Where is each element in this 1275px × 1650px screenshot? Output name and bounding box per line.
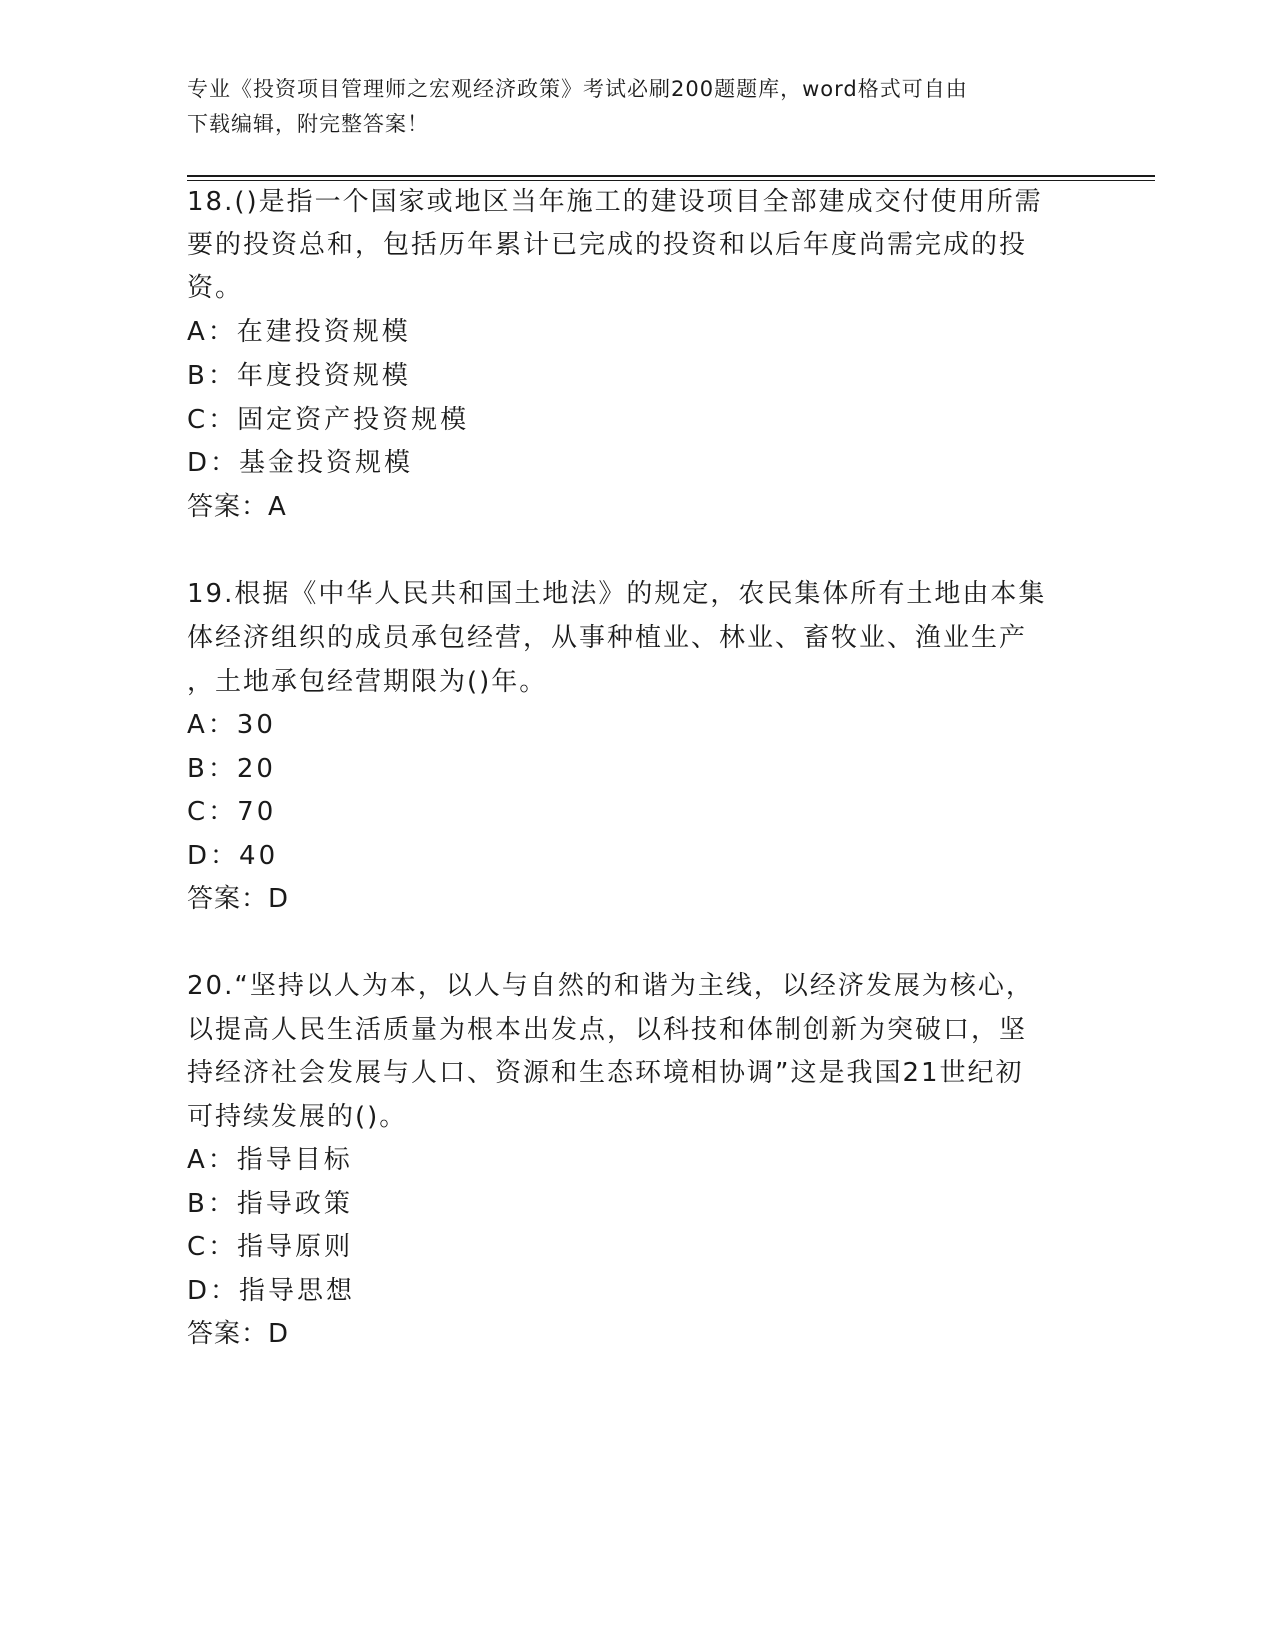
- question-20-option-c: C：指导原则: [187, 1232, 354, 1262]
- question-20-answer: 答案：D: [187, 1319, 290, 1349]
- question-18-option-c: C：固定资产投资规模: [187, 405, 470, 435]
- question-20-stem-line-1: 20.“坚持以人为本，以人与自然的和谐为主线，以经济发展为核心，: [187, 971, 1034, 1001]
- question-18-option-d: D：基金投资规模: [187, 448, 414, 478]
- question-19-stem-line-3: ，土地承包经营期限为()年。: [187, 667, 548, 697]
- question-19-option-a: A：30: [187, 710, 276, 740]
- question-19-option-c: C：70: [187, 797, 277, 827]
- question-19-option-b: B：20: [187, 754, 276, 784]
- document-header: [187, 72, 1067, 142]
- header-line-2: 下载编辑，附完整答案！: [187, 112, 429, 136]
- header-divider-thick: [187, 175, 1155, 177]
- question-18-stem-line-2: 要的投资总和，包括历年累计已完成的投资和以后年度尚需完成的投: [187, 230, 1028, 260]
- question-19-stem-line-1: 19.根据《中华人民共和国土地法》的规定，农民集体所有土地由本集: [187, 579, 1047, 609]
- question-20-option-b: B：指导政策: [187, 1189, 353, 1219]
- question-18-stem-line-3: 资。: [187, 273, 244, 303]
- question-20-stem-line-3: 持经济社会发展与人口、资源和生态环境相协调”这是我国21世纪初: [187, 1058, 1024, 1088]
- question-19-option-d: D：40: [187, 841, 279, 871]
- question-20-stem-line-2: 以提高人民生活质量为根本出发点，以科技和体制创新为突破口，坚: [187, 1015, 1028, 1045]
- header-line-1: 专业《投资项目管理师之宏观经济政策》考试必刷200题题库，word格式可自由: [187, 77, 968, 101]
- question-20-stem-line-4: 可持续发展的()。: [187, 1102, 408, 1132]
- question-20-option-d: D：指导思想: [187, 1276, 356, 1306]
- question-19-stem-line-2: 体经济组织的成员承包经营，从事种植业、林业、畜牧业、渔业生产: [187, 623, 1028, 653]
- question-18-answer: 答案：A: [187, 492, 287, 522]
- question-18-stem-line-1: 18.()是指一个国家或地区当年施工的建设项目全部建成交付使用所需: [187, 187, 1043, 217]
- question-18-option-a: A：在建投资规模: [187, 317, 411, 347]
- question-20-option-a: A：指导目标: [187, 1145, 353, 1175]
- question-19-answer: 答案：D: [187, 884, 290, 914]
- question-18-option-b: B：年度投资规模: [187, 361, 411, 391]
